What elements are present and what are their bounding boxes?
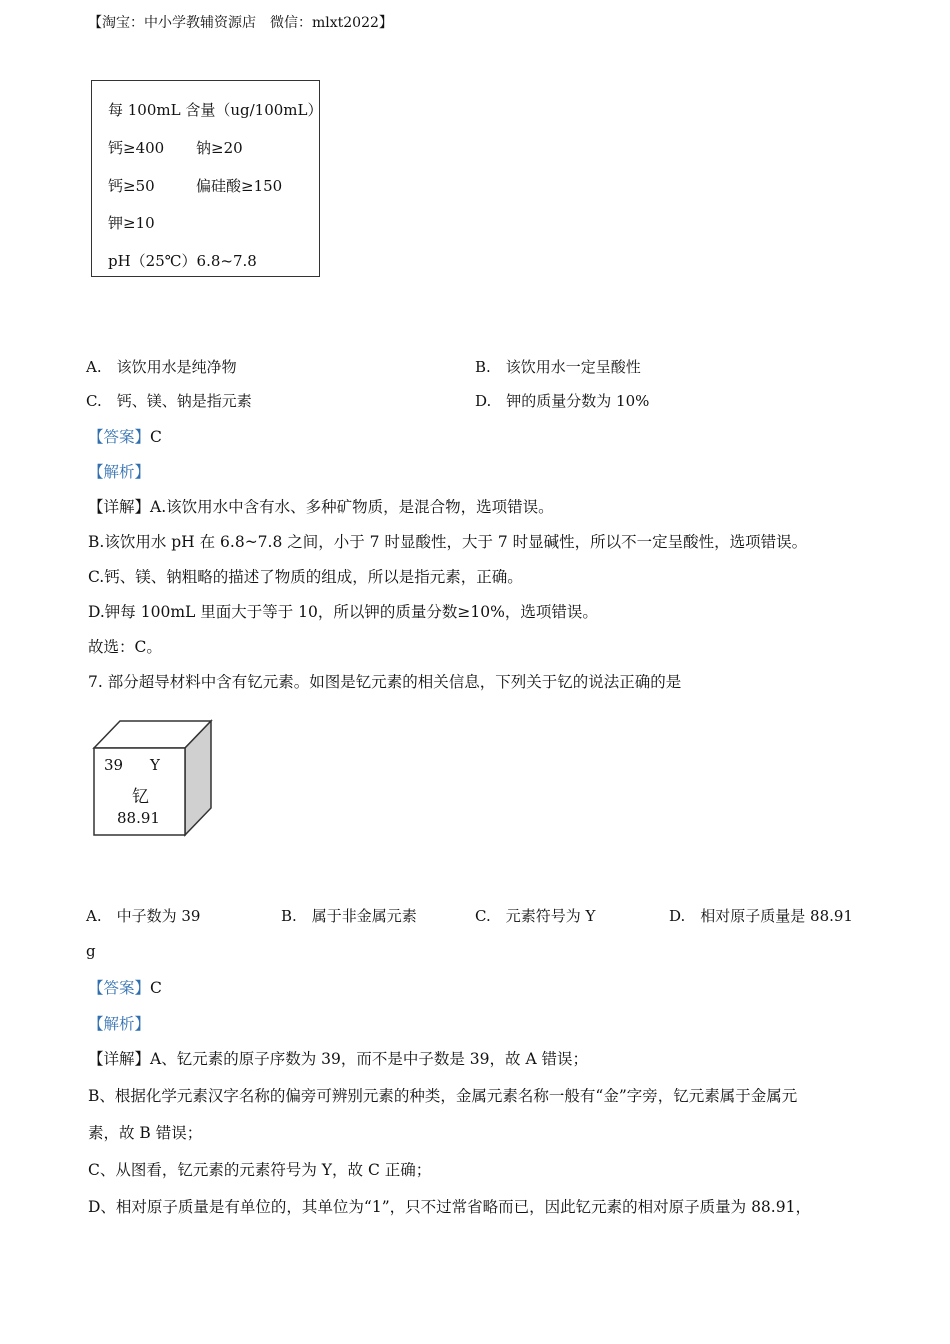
label-ph: pH（25℃）6.8~7.8 — [108, 252, 257, 270]
q7-option-d-cont: g — [86, 942, 96, 960]
water-label-box — [91, 80, 323, 277]
element-symbol: Y — [150, 756, 160, 774]
q7-detail-2a: B、根据化学元素汉字名称的偏旁可辨别元素的种类，金属元素名称一般有“金”字旁，钇元素属于金属元 — [88, 1087, 798, 1105]
detail-text: A、钇元素的原子序数为 39，而不是中子数是 39，故 A 错误； — [150, 1050, 589, 1068]
q6-option-a: A. 该饮用水是纯净物 — [86, 358, 237, 376]
answer-tag: 【答案】 — [88, 428, 151, 446]
detail-text: A.该饮用水中含有水、多种矿物质，是混合物，选项错误。 — [150, 498, 554, 516]
q7-answer — [88, 976, 162, 998]
q6-option-c: C. 钙、镁、钠是指元素 — [86, 392, 252, 410]
q7-option-d: D. 相对原子质量是 88.91 — [669, 907, 853, 925]
label-sodium: 钠≥20 — [196, 139, 243, 157]
label-metasilicic: 偏硅酸≥150 — [196, 177, 283, 195]
answer-value: C — [150, 428, 162, 446]
detail-tag: 【详解】 — [88, 498, 151, 516]
q7-stem: 7. 部分超导材料中含有钇元素。如图是钇元素的相关信息，下列关于钇的说法正确的是 — [88, 673, 682, 691]
q6-option-d: D. 钾的质量分数为 10% — [475, 392, 650, 410]
page-header: 【淘宝：中小学教辅资源店 微信：mlxt2022】 — [88, 15, 393, 31]
element-atomic-number: 39 — [104, 756, 124, 774]
q7-detail-2b: 素，故 B 错误； — [88, 1124, 203, 1142]
q6-detail-4: D.钾每 100mL 里面大于等于 10，所以钾的质量分数≥10%，选项错误。 — [88, 603, 598, 621]
q7-analysis-tag: 【解析】 — [88, 1015, 151, 1033]
detail-tag: 【详解】 — [88, 1050, 151, 1068]
q7-option-a: A. 中子数为 39 — [86, 907, 201, 925]
element-mass: 88.91 — [117, 809, 160, 827]
q6-detail-1 — [88, 495, 554, 517]
q6-answer — [88, 425, 162, 447]
q7-option-b: B. 属于非金属元素 — [281, 907, 417, 925]
label-calcium-2: 钙≥50 — [108, 177, 155, 195]
q6-option-b: B. 该饮用水一定呈酸性 — [475, 358, 641, 376]
element-name: 钇 — [132, 787, 149, 807]
label-calcium: 钙≥400 — [108, 139, 165, 157]
q6-conclusion: 故选：C。 — [88, 638, 162, 656]
q6-analysis-tag: 【解析】 — [88, 463, 151, 481]
q7-detail-1 — [88, 1047, 588, 1069]
label-title: 每 100mL 含量（ug/100mL） — [108, 101, 323, 119]
q7-option-c: C. 元素符号为 Y — [475, 907, 596, 925]
q6-detail-2: B.该饮用水 pH 在 6.8~7.8 之间，小于 7 时显酸性，大于 7 时显碱性，所以不一定呈酸性，选项错误。 — [88, 533, 808, 551]
answer-value: C — [150, 979, 162, 997]
answer-tag: 【答案】 — [88, 979, 151, 997]
q6-detail-3: C.钙、镁、钠粗略的描述了物质的组成，所以是指元素，正确。 — [88, 568, 523, 586]
q7-detail-3: C、从图看，钇元素的元素符号为 Y，故 C 正确； — [88, 1161, 432, 1179]
label-potassium: 钾≥10 — [108, 214, 155, 232]
q7-detail-4: D、相对原子质量是有单位的，其单位为“1”，只不过常省略而已，因此钇元素的相对原子质量为 88.91， — [88, 1198, 811, 1216]
